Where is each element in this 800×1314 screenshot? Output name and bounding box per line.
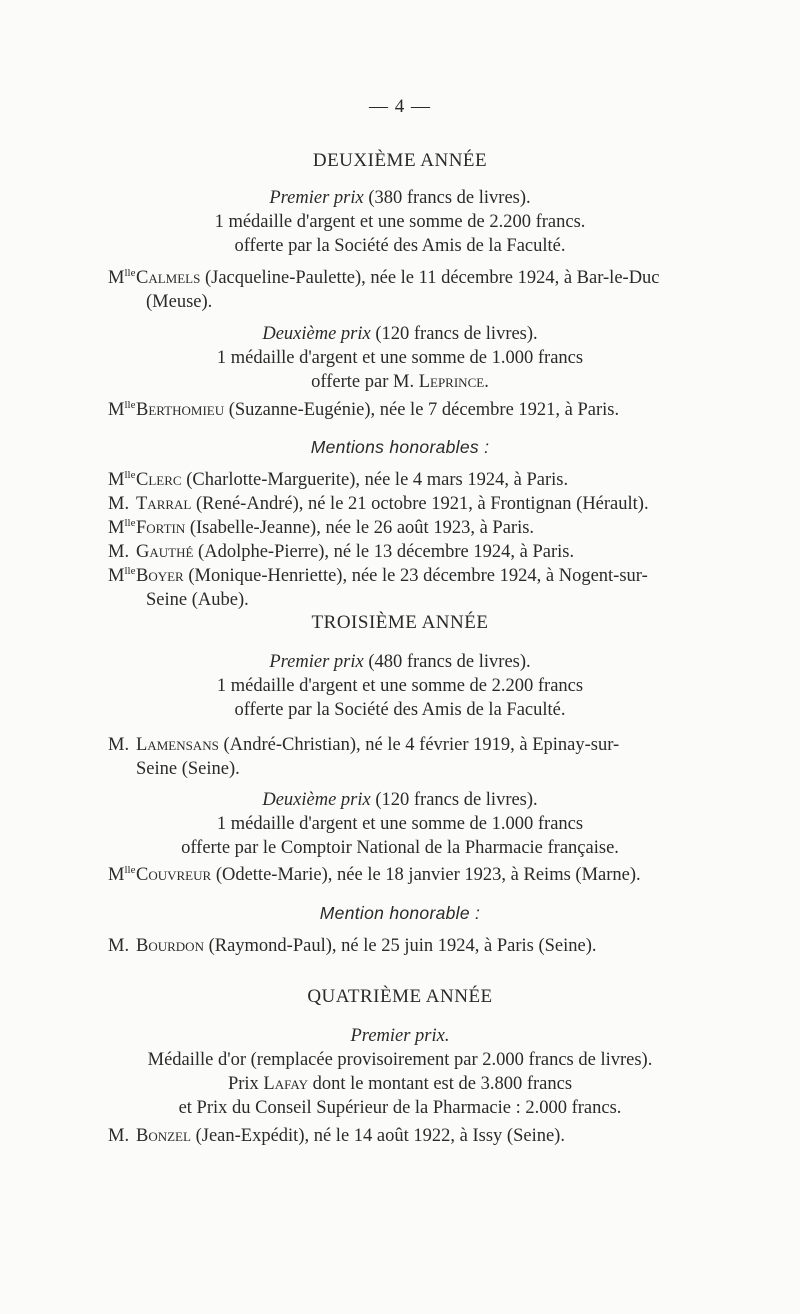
mention-surname: Gauthé	[136, 542, 194, 562]
winner-surname: Bonzel	[136, 1126, 191, 1146]
honorific: $M^{lle}$	[108, 863, 136, 885]
prize-medal-line: 1 médaille d'argent et une somme de 2.200 francs	[216, 676, 584, 696]
second-year-second-winner	[108, 398, 718, 422]
winner-surname: Couvreur	[136, 865, 212, 885]
honorific: M.	[108, 494, 130, 514]
donor-suffix: .	[484, 372, 489, 392]
third-year-second-prize	[0, 788, 800, 860]
mention-details: (Monique-Henriette), née le 23 décembre 1924, à Nogent-sur-	[183, 566, 648, 586]
lafay-prefix: Prix	[227, 1074, 264, 1094]
fourth-year-winner	[108, 1124, 718, 1148]
prize-lafay-line	[0, 1072, 800, 1096]
prize-council-line: et Prix du Conseil Supérieur de la Pharmacie : 2.000 francs.	[178, 1098, 622, 1118]
third-year-first-prize	[0, 650, 800, 722]
honorific: $M^{lle}$	[108, 564, 136, 586]
mention-entry	[108, 540, 718, 564]
prize-title: Premier prix	[269, 188, 364, 208]
winner-details: (André-Christian), né le 4 février 1919, à Epinay-sur-	[218, 735, 620, 755]
prize-amount: (120 francs de livres).	[370, 324, 538, 344]
prize-amount: (380 francs de livres).	[363, 188, 531, 208]
mentions-heading: Mentions honorables :	[310, 437, 490, 457]
mention-details: (Isabelle-Jeanne), née le 26 août 1923, à Paris.	[185, 518, 535, 538]
prize-medal-line: 1 médaille d'argent et une somme de 2.200 francs.	[214, 212, 586, 232]
winner-details-continuation: (Meuse).	[146, 292, 213, 312]
prize-title: Premier prix.	[350, 1026, 450, 1046]
donor-name: Leprince	[418, 372, 485, 392]
winner-surname: Calmels	[136, 268, 201, 288]
fourth-year-heading: QUATRIÈME ANNÉE	[307, 986, 493, 1007]
mention-details: (Adolphe-Pierre), né le 13 décembre 1924, à Paris.	[193, 542, 575, 562]
prize-title: Deuxième prix	[262, 324, 371, 344]
winner-surname: Berthomieu	[136, 400, 225, 420]
honorific: M.	[108, 735, 130, 755]
prize-title-line	[0, 186, 800, 210]
mention-heading: Mention honorable :	[319, 903, 481, 923]
honorific: $M^{lle}$	[108, 398, 136, 420]
prize-title-line	[0, 650, 800, 674]
prize-donor-line: offerte par la Société des Amis de la Faculté.	[234, 700, 566, 720]
prize-amount: (480 francs de livres).	[363, 652, 531, 672]
second-year-heading: DEUXIÈME ANNÉE	[312, 150, 488, 171]
mention-details: (René-André), né le 21 octobre 1921, à Frontignan (Hérault).	[191, 494, 649, 514]
mention-entry	[108, 492, 718, 516]
fourth-year-first-prize	[0, 1024, 800, 1120]
lafay-name: Lafay	[263, 1074, 308, 1094]
second-year-second-prize	[0, 322, 800, 394]
mention-surname: Tarral	[136, 494, 192, 514]
prize-medal-line: 1 médaille d'argent et une somme de 1.000 francs	[216, 814, 584, 834]
prize-amount: (120 francs de livres).	[370, 790, 538, 810]
mention-surname: Fortin	[136, 518, 186, 538]
prize-title: Premier prix	[269, 652, 364, 672]
prize-title-line	[0, 788, 800, 812]
lafay-suffix: dont le montant est de 3.800 francs	[307, 1074, 573, 1094]
honorific: M.	[108, 936, 130, 956]
winner-details-continuation: Seine (Seine).	[136, 759, 240, 779]
winner-details: (Suzanne-Eugénie), née le 7 décembre 1921, à Paris.	[224, 400, 620, 420]
honorific: $M^{lle}$	[108, 516, 136, 538]
page-number: — 4 —	[369, 96, 431, 117]
mention-surname: Clerc	[136, 470, 182, 490]
prize-medal-line: 1 médaille d'argent et une somme de 1.000 francs	[216, 348, 584, 368]
winner-details: (Jean-Expédit), né le 14 août 1922, à Issy (Seine).	[190, 1126, 565, 1146]
mention-entry	[108, 468, 718, 492]
mention-details: (Raymond-Paul), né le 25 juin 1924, à Paris (Seine).	[203, 936, 597, 956]
honorific: $M^{lle}$	[108, 468, 136, 490]
prize-donor-line: offerte par le Comptoir National de la Pharmacie française.	[181, 838, 619, 858]
third-year-second-winner	[108, 863, 718, 887]
prize-title-line	[0, 322, 800, 346]
prize-title: Deuxième prix	[262, 790, 371, 810]
mention-surname: Boyer	[136, 566, 184, 586]
third-year-heading: TROISIÈME ANNÉE	[311, 612, 489, 633]
winner-details: (Jacqueline-Paulette), née le 11 décembre 1924, à Bar-le-Duc	[200, 268, 660, 288]
prize-medal-line: Médaille d'or (remplacée provisoirement par 2.000 francs de livres).	[147, 1050, 653, 1070]
winner-surname: Lamensans	[136, 735, 219, 755]
mention-details-continuation: Seine (Aube).	[146, 590, 249, 610]
second-year-first-prize	[0, 186, 800, 258]
mention-entry	[108, 516, 718, 540]
donor-prefix: offerte par M.	[311, 372, 419, 392]
prize-donor-line	[0, 370, 800, 394]
honorific: M.	[108, 542, 130, 562]
second-year-first-winner	[108, 266, 718, 314]
prize-donor-line: offerte par la Société des Amis de la Faculté.	[234, 236, 566, 256]
mention-details: (Charlotte-Marguerite), née le 4 mars 1924, à Paris.	[181, 470, 569, 490]
winner-details: (Odette-Marie), née le 18 janvier 1923, à Reims (Marne).	[211, 865, 641, 885]
mention-surname: Bourdon	[136, 936, 204, 956]
third-year-first-winner	[108, 733, 718, 781]
honorific: M.	[108, 1126, 130, 1146]
mention-entry	[108, 564, 718, 612]
honorific: $M^{lle}$	[108, 266, 136, 288]
mention-entry	[108, 934, 718, 958]
